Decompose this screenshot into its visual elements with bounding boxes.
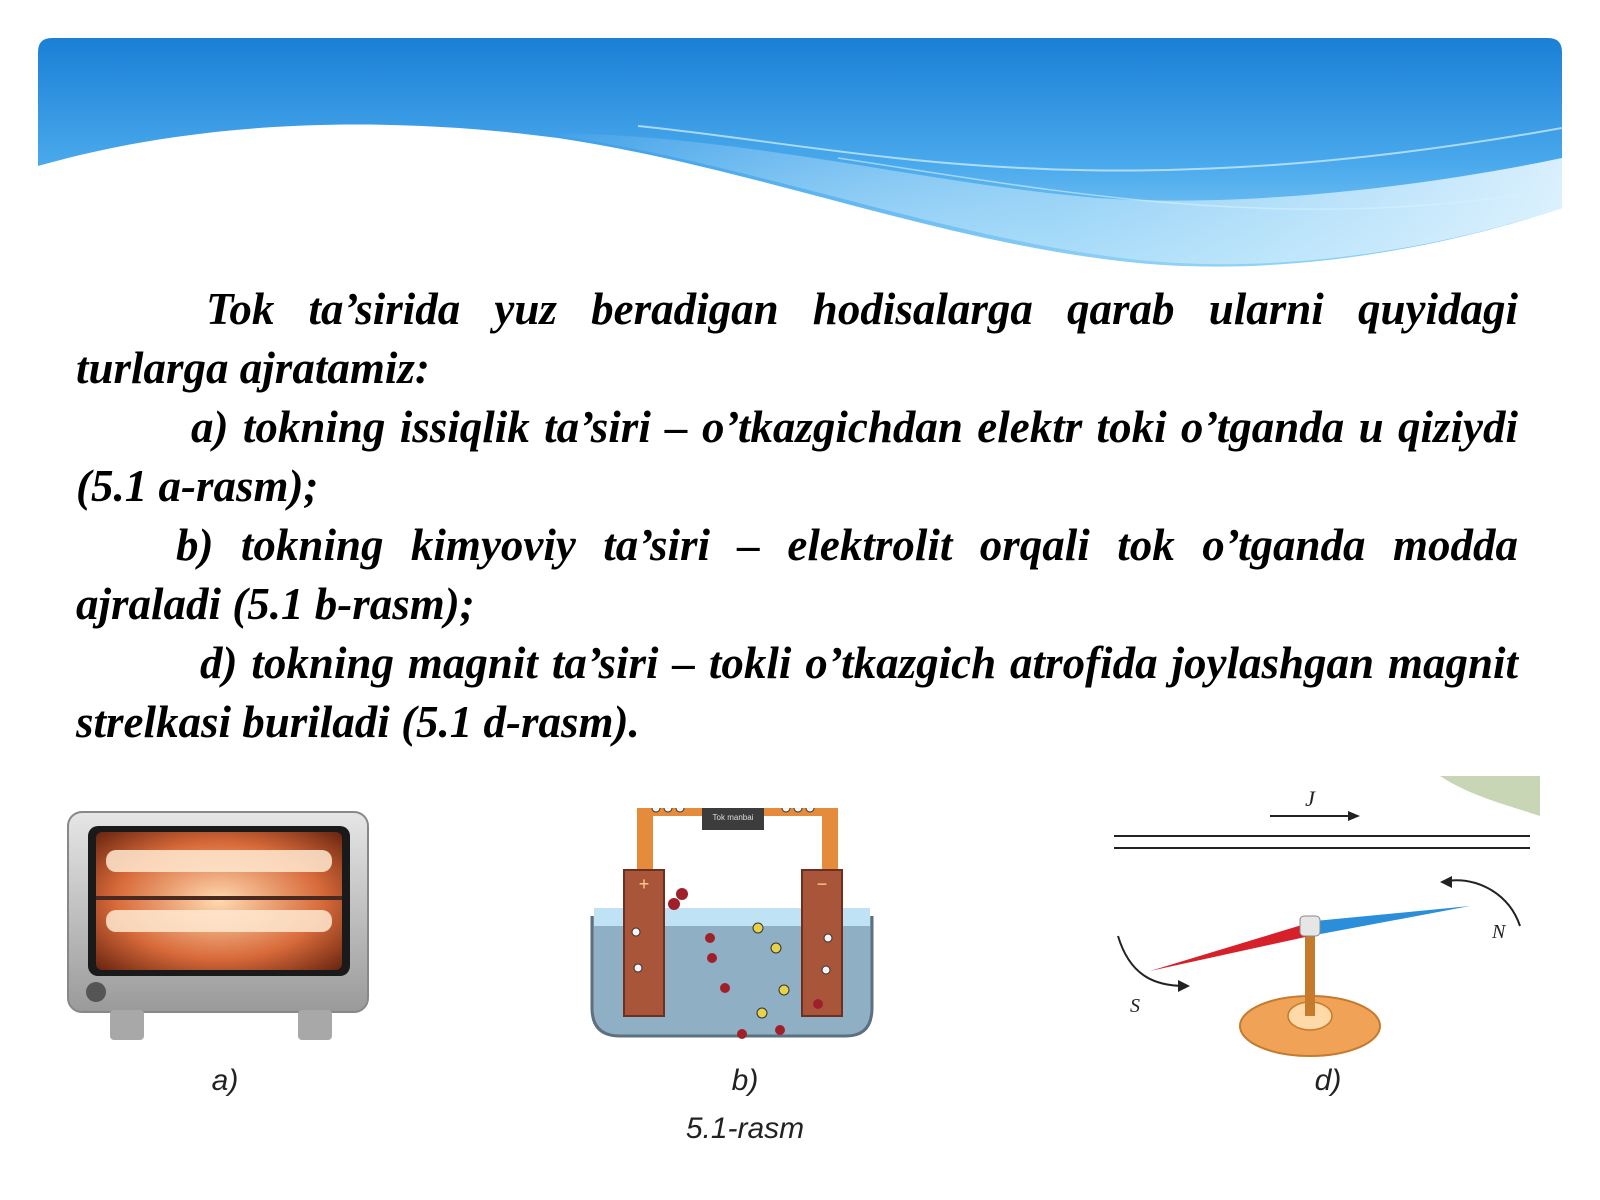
- electrolysis-figure: [590, 808, 875, 1058]
- item-b-paragraph: b) tokning kimyoviy ta’siri – elektrolit orqali tok o’tganda modda ajraladi (5.1 b-rasm);: [76, 520, 1518, 629]
- minus-sign: −: [816, 874, 828, 894]
- figure-caption: 5.1-rasm: [685, 1112, 805, 1145]
- south-label: S: [1130, 995, 1140, 1017]
- figure-d-label: d): [1314, 1064, 1342, 1097]
- wave-banner: [38, 38, 1562, 278]
- intro-paragraph: Tok ta’sirida yuz beradigan hodisalarga qarab ularni quyidagi turlarga ajratamiz:: [76, 284, 1518, 393]
- heater-figure: [66, 810, 376, 1045]
- north-label: N: [1492, 921, 1506, 943]
- magnetic-needle-figure: [1110, 776, 1540, 1066]
- plus-sign: +: [638, 874, 650, 894]
- figure-a-label: a): [211, 1064, 239, 1097]
- main-text: [76, 280, 1518, 752]
- item-d-paragraph: d) tokning magnit ta’siri – tokli o’tkazgich atrofida joylashgan magnit strelkasi buriladi (5.1 d-rasm).: [76, 638, 1518, 747]
- current-label: J: [1305, 786, 1315, 811]
- power-source-label: Tok manbai: [712, 813, 754, 822]
- item-a-paragraph: a) tokning issiqlik ta’siri – o’tkazgichdan elektr toki o’tganda u qiziydi (5.1 a-rasm);: [76, 402, 1518, 511]
- figure-b-label: b): [731, 1064, 759, 1097]
